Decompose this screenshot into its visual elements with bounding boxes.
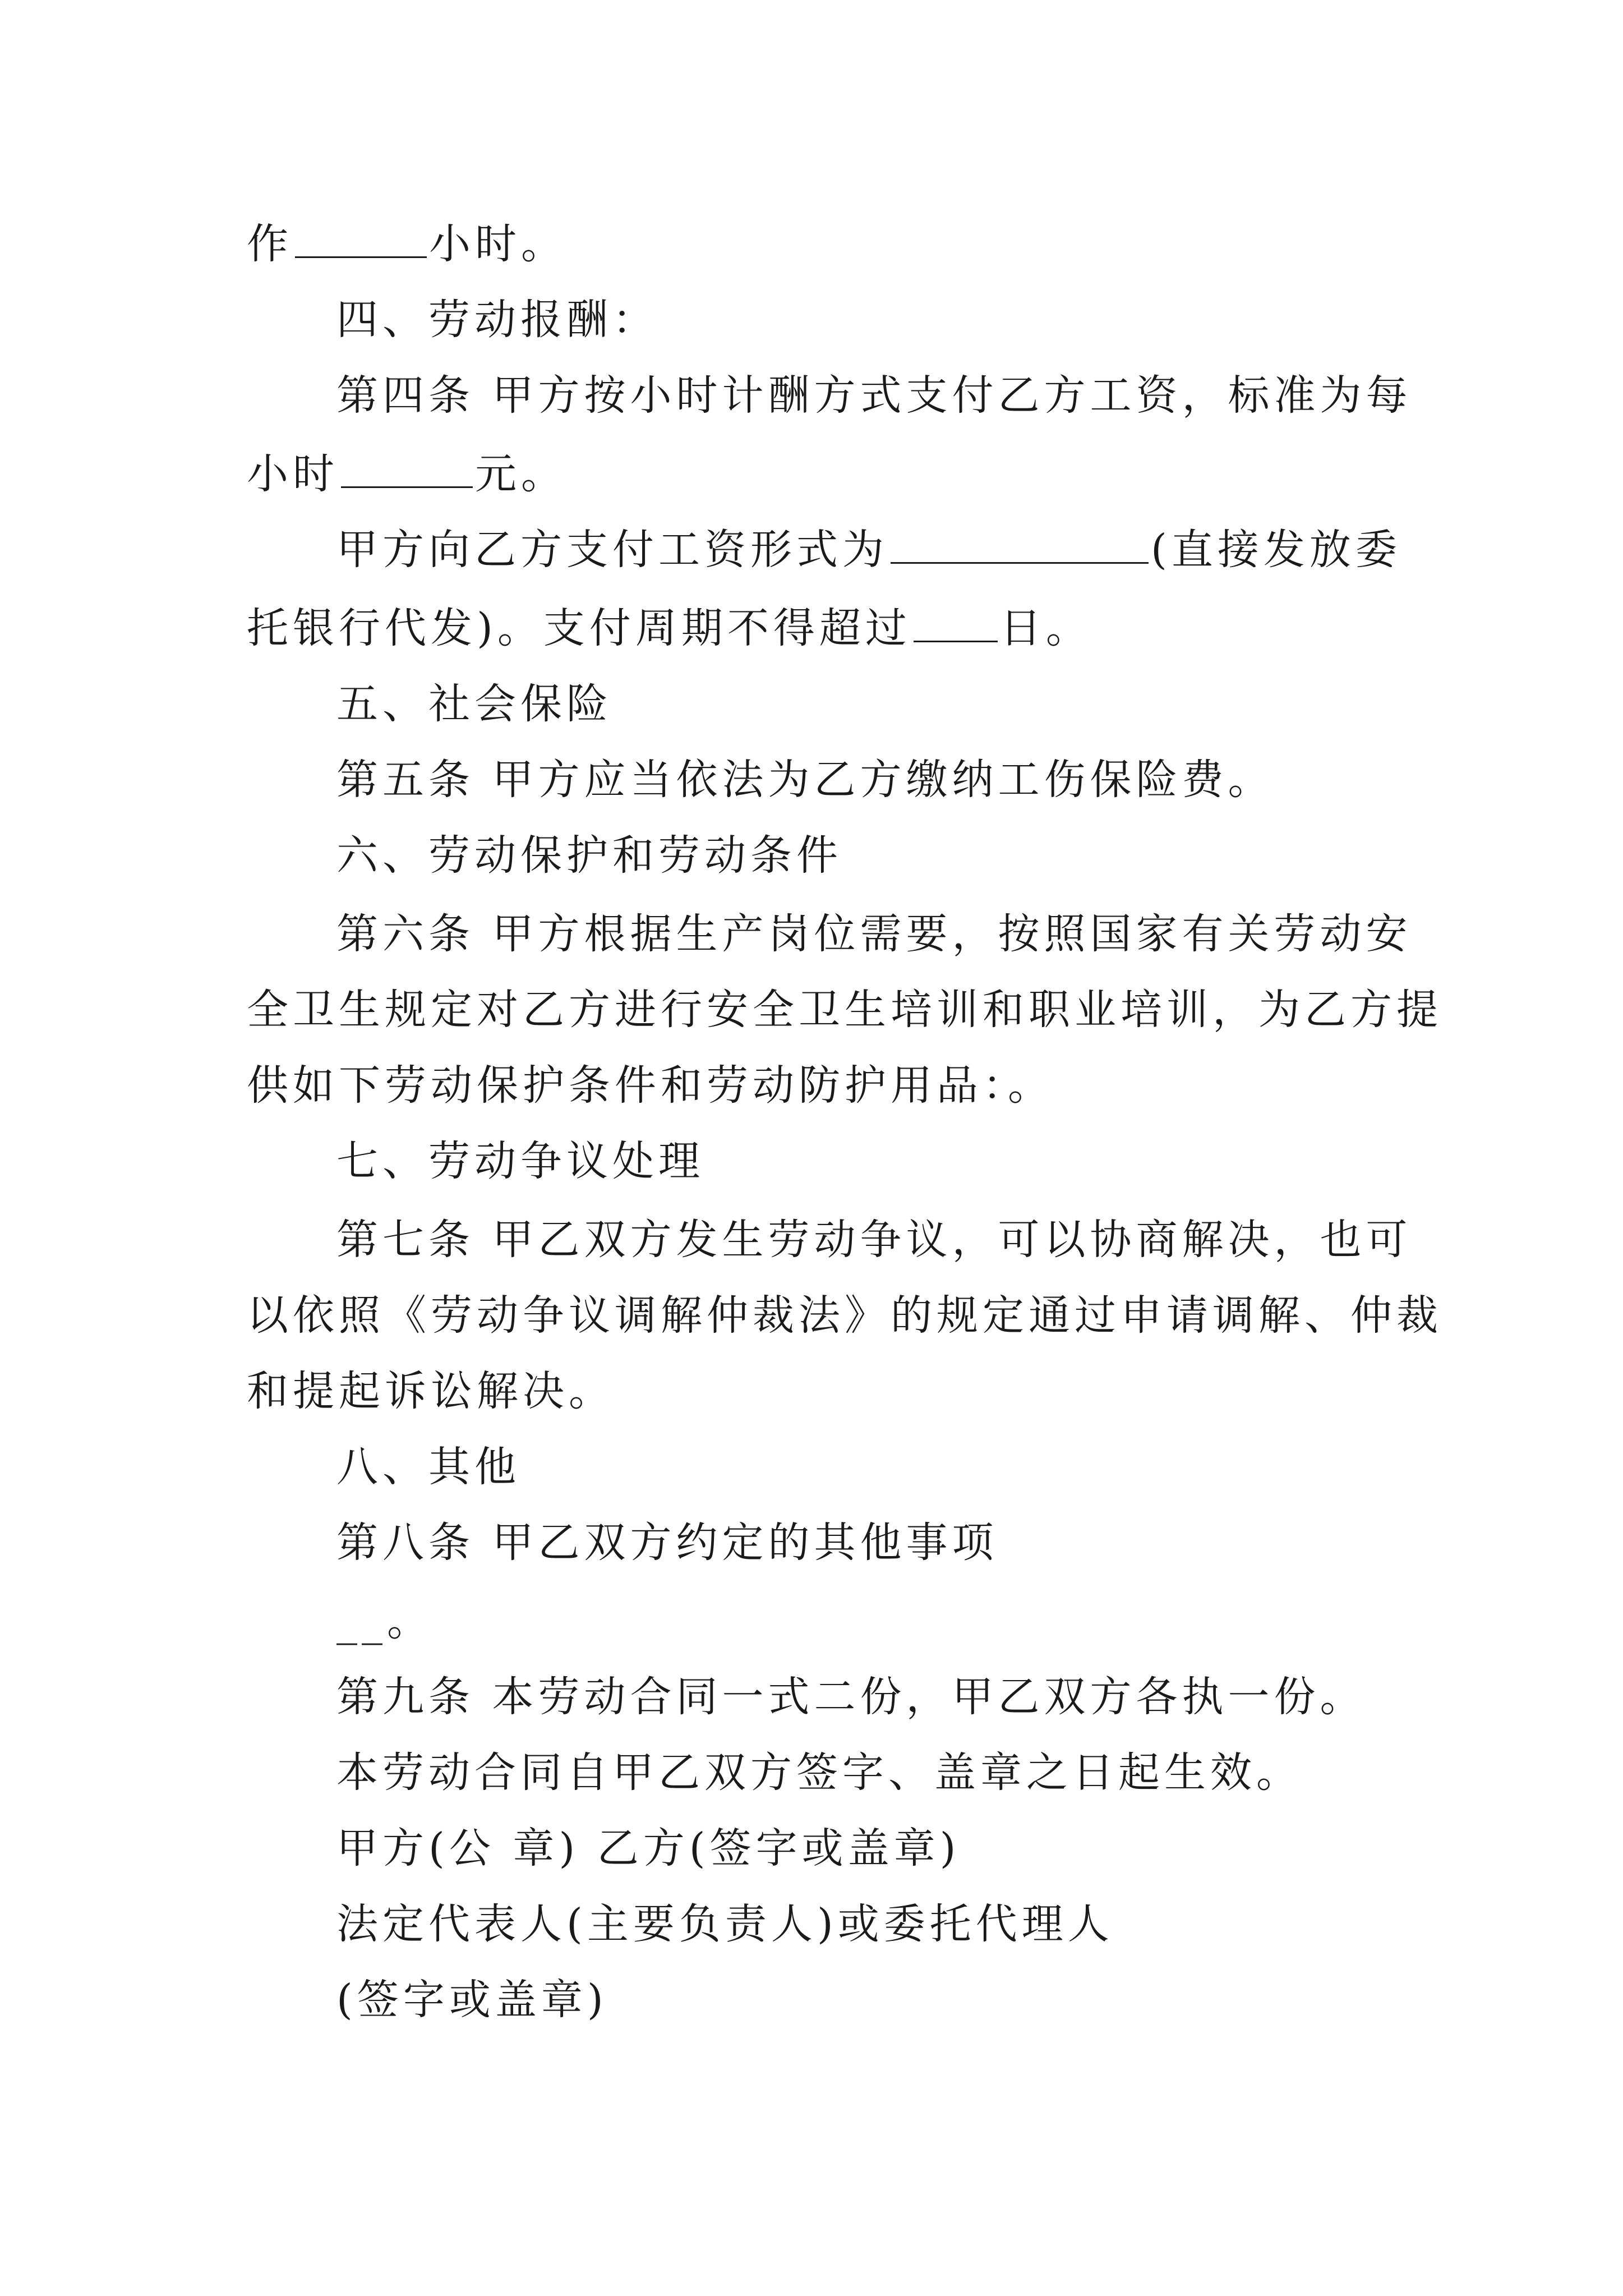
wage-form-line-2 <box>247 600 1092 656</box>
article-5: 第五条 甲方应当依法为乙方缴纳工伤保险费。 <box>336 756 1274 804</box>
blank-work-hours <box>295 217 427 258</box>
heading-labor-dispute: 七、劳动争议处理 <box>336 1137 704 1185</box>
legal-representative: 法定代表人(主要负责人)或委托代理人 <box>336 1900 1114 1948</box>
heading-other: 八、其他 <box>336 1443 520 1491</box>
article-7-line-2: 以依照《劳动争议调解仲裁法》的规定通过申请调解、仲裁 <box>247 1291 1442 1340</box>
heading-remuneration: 四、劳动报酬： <box>336 296 658 344</box>
blank-hourly-rate <box>341 447 473 488</box>
blank-wage-form <box>891 523 1149 564</box>
article-9: 第九条 本劳动合同一式二份，甲乙双方各执一份。 <box>336 1673 1366 1721</box>
text-fragment: 甲方向乙方支付工资形式为 <box>336 526 888 574</box>
text-fragment: 日。 <box>999 604 1092 652</box>
text-fragment: (直接发放委 <box>1151 526 1401 574</box>
article-7-line-3: 和提起诉讼解决。 <box>247 1367 615 1415</box>
article-6-line-1: 第六条 甲方根据生产岗位需要，按照国家有关劳动安 <box>336 910 1412 958</box>
signature-parties: 甲方(公 章) 乙方(签字或盖章) <box>336 1824 961 1872</box>
text-fragment: 小时。 <box>429 220 567 268</box>
text-fragment: 作 <box>247 220 293 268</box>
text-fragment: 元。 <box>475 450 567 498</box>
article-7-line-1: 第七条 甲乙双方发生劳动争议，可以协商解决，也可 <box>336 1216 1412 1264</box>
text-fragment: 托银行代发)。支付周期不得超过 <box>247 604 911 652</box>
text-fragment: 小时 <box>247 450 339 498</box>
effective-clause: 本劳动合同自甲乙双方签字、盖章之日起生效。 <box>336 1749 1302 1797</box>
article-8: 第八条 甲乙双方约定的其他事项 <box>336 1519 998 1567</box>
article-4-line-1: 第四条 甲方按小时计酬方式支付乙方工资，标准为每 <box>336 371 1412 420</box>
article-6-line-3: 供如下劳动保护条件和劳动防护用品：。 <box>247 1061 1054 1110</box>
signature-or-seal: (签字或盖章) <box>336 1976 608 2024</box>
article-4-line-2 <box>247 446 567 502</box>
heading-social-insurance: 五、社会保险 <box>336 680 612 728</box>
article-6-line-2: 全卫生规定对乙方进行安全卫生培训和职业培训，为乙方提 <box>247 986 1442 1034</box>
article-8-blank: __。 <box>336 1597 433 1645</box>
wage-form-line-1 <box>336 522 1401 578</box>
heading-labor-protection: 六、劳动保护和劳动条件 <box>336 831 842 880</box>
line-work-hours <box>247 216 567 272</box>
blank-payment-period <box>914 601 998 642</box>
